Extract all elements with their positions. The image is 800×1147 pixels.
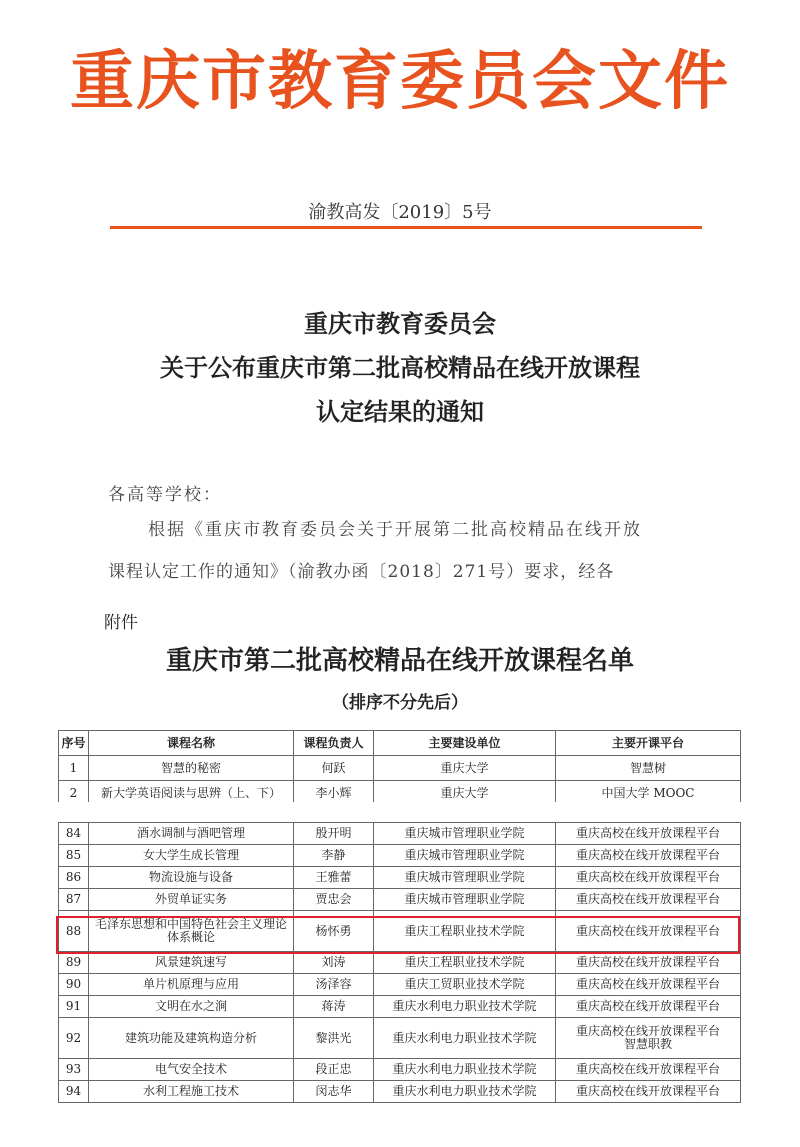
cell-platform: 中国大学 MOOC xyxy=(556,781,741,806)
cell-lead: 段正忠 xyxy=(294,1059,374,1081)
cell-course: 智慧的秘密 xyxy=(89,756,294,781)
table-row xyxy=(59,974,741,996)
cell-unit: 重庆工程职业技术学院 xyxy=(374,952,556,974)
cell-unit: 重庆大学 xyxy=(374,756,556,781)
cell-platform: 重庆高校在线开放课程平台 xyxy=(556,911,741,952)
cell-unit: 重庆水利电力职业技术学院 xyxy=(374,1081,556,1103)
table-row xyxy=(59,756,741,781)
cell-platform: 重庆高校在线开放课程平台 xyxy=(556,867,741,889)
course-table-top xyxy=(58,730,741,806)
cell-lead: 何跃 xyxy=(294,756,374,781)
table-row xyxy=(59,996,741,1018)
cell-course: 女大学生成长管理 xyxy=(89,845,294,867)
cell-unit: 重庆城市管理职业学院 xyxy=(374,889,556,911)
cell-index: 85 xyxy=(59,845,89,867)
notice-title-line-2: 关于公布重庆市第二批高校精品在线开放课程 xyxy=(160,353,640,382)
document-header-title: 重庆市教育委员会文件 xyxy=(70,45,730,119)
attachment-title: 重庆市第二批高校精品在线开放课程名单 xyxy=(165,646,634,676)
notice-title-line-3: 认定结果的通知 xyxy=(316,397,484,426)
cell-index: 89 xyxy=(59,952,89,974)
cell-unit: 重庆城市管理职业学院 xyxy=(374,823,556,845)
cell-lead: 李静 xyxy=(294,845,374,867)
cell-index: 90 xyxy=(59,974,89,996)
cell-course: 电气安全技术 xyxy=(89,1059,294,1081)
course-table-bottom xyxy=(58,822,741,1103)
column-header-platform: 主要开课平台 xyxy=(556,731,741,756)
cell-lead: 贾忠会 xyxy=(294,889,374,911)
cell-index: 92 xyxy=(59,1018,89,1059)
cell-unit: 重庆工贸职业技术学院 xyxy=(374,974,556,996)
cell-platform: 重庆高校在线开放课程平台 xyxy=(556,974,741,996)
cell-lead: 杨怀勇 xyxy=(294,911,374,952)
column-header-index: 序号 xyxy=(59,731,89,756)
cell-platform: 重庆高校在线开放课程平台 xyxy=(556,952,741,974)
cell-platform: 智慧树 xyxy=(556,756,741,781)
document-number: 渝教高发〔2019〕5号 xyxy=(308,202,492,223)
table-row xyxy=(59,1018,741,1059)
cell-course: 酒水调制与酒吧管理 xyxy=(89,823,294,845)
cell-lead: 李小辉 xyxy=(294,781,374,806)
attachment-note: （排序不分先后） xyxy=(332,693,468,713)
cell-index: 88 xyxy=(59,911,89,952)
cell-platform: 重庆高校在线开放课程平台 xyxy=(556,1081,741,1103)
cell-platform: 重庆高校在线开放课程平台 xyxy=(556,823,741,845)
cell-index: 2 xyxy=(59,781,89,806)
cell-course: 水利工程施工技术 xyxy=(89,1081,294,1103)
notice-body-line-2: 课程认定工作的通知》（渝教办函〔2018〕271号）要求，经各 xyxy=(108,562,615,582)
cell-index: 84 xyxy=(59,823,89,845)
table-row xyxy=(59,823,741,845)
table-row xyxy=(59,1059,741,1081)
cell-course: 毛泽东思想和中国特色社会主义理论体系概论 xyxy=(89,911,294,952)
highlighted-row-frame xyxy=(56,916,740,954)
cell-course: 单片机原理与应用 xyxy=(89,974,294,996)
attachment-label: 附件 xyxy=(104,613,138,633)
header-red-rule xyxy=(110,226,702,229)
cell-index: 93 xyxy=(59,1059,89,1081)
cell-unit: 重庆工程职业技术学院 xyxy=(374,911,556,952)
column-header-unit: 主要建设单位 xyxy=(374,731,556,756)
table-row xyxy=(59,952,741,974)
cell-lead: 王雅蕾 xyxy=(294,867,374,889)
cell-lead: 刘涛 xyxy=(294,952,374,974)
notice-title-line-1: 重庆市教育委员会 xyxy=(304,309,496,338)
cell-index: 91 xyxy=(59,996,89,1018)
cell-index: 94 xyxy=(59,1081,89,1103)
cell-platform: 重庆高校在线开放课程平台 xyxy=(556,1059,741,1081)
cell-platform: 重庆高校在线开放课程平台 xyxy=(556,889,741,911)
column-header-course: 课程名称 xyxy=(89,731,294,756)
attachment-sheet xyxy=(0,596,800,1146)
cell-index: 87 xyxy=(59,889,89,911)
cell-index: 1 xyxy=(59,756,89,781)
cell-lead: 殷开明 xyxy=(294,823,374,845)
notice-salutation: 各高等学校： xyxy=(108,485,222,505)
cell-course: 风景建筑速写 xyxy=(89,952,294,974)
cell-unit: 重庆水利电力职业技术学院 xyxy=(374,1018,556,1059)
cell-lead: 蒋涛 xyxy=(294,996,374,1018)
table-row xyxy=(59,889,741,911)
cell-platform: 重庆高校在线开放课程平台 xyxy=(556,845,741,867)
cell-platform: 重庆高校在线开放课程平台 智慧职教 xyxy=(556,1018,741,1059)
table-header-row xyxy=(59,731,741,756)
cell-course: 文明在水之涧 xyxy=(89,996,294,1018)
page-fold-gap xyxy=(0,802,800,818)
table-row xyxy=(59,867,741,889)
cell-platform: 重庆高校在线开放课程平台 xyxy=(556,996,741,1018)
table-row xyxy=(59,845,741,867)
cell-unit: 重庆城市管理职业学院 xyxy=(374,867,556,889)
cell-course: 物流设施与设备 xyxy=(89,867,294,889)
cell-unit: 重庆城市管理职业学院 xyxy=(374,845,556,867)
cell-lead: 汤泽容 xyxy=(294,974,374,996)
cell-unit: 重庆水利电力职业技术学院 xyxy=(374,996,556,1018)
cell-lead: 黎洪光 xyxy=(294,1018,374,1059)
cell-course: 新大学英语阅读与思辨（上、下） xyxy=(89,781,294,806)
cell-unit: 重庆水利电力职业技术学院 xyxy=(374,1059,556,1081)
cell-course: 建筑功能及建筑构造分析 xyxy=(89,1018,294,1059)
cell-index: 86 xyxy=(59,867,89,889)
cell-course: 外贸单证实务 xyxy=(89,889,294,911)
column-header-lead: 课程负责人 xyxy=(294,731,374,756)
table-row xyxy=(59,1081,741,1103)
cell-unit: 重庆大学 xyxy=(374,781,556,806)
cell-lead: 闵志华 xyxy=(294,1081,374,1103)
notice-body-line-1: 根据《重庆市教育委员会关于开展第二批高校精品在线开放 xyxy=(148,520,642,540)
